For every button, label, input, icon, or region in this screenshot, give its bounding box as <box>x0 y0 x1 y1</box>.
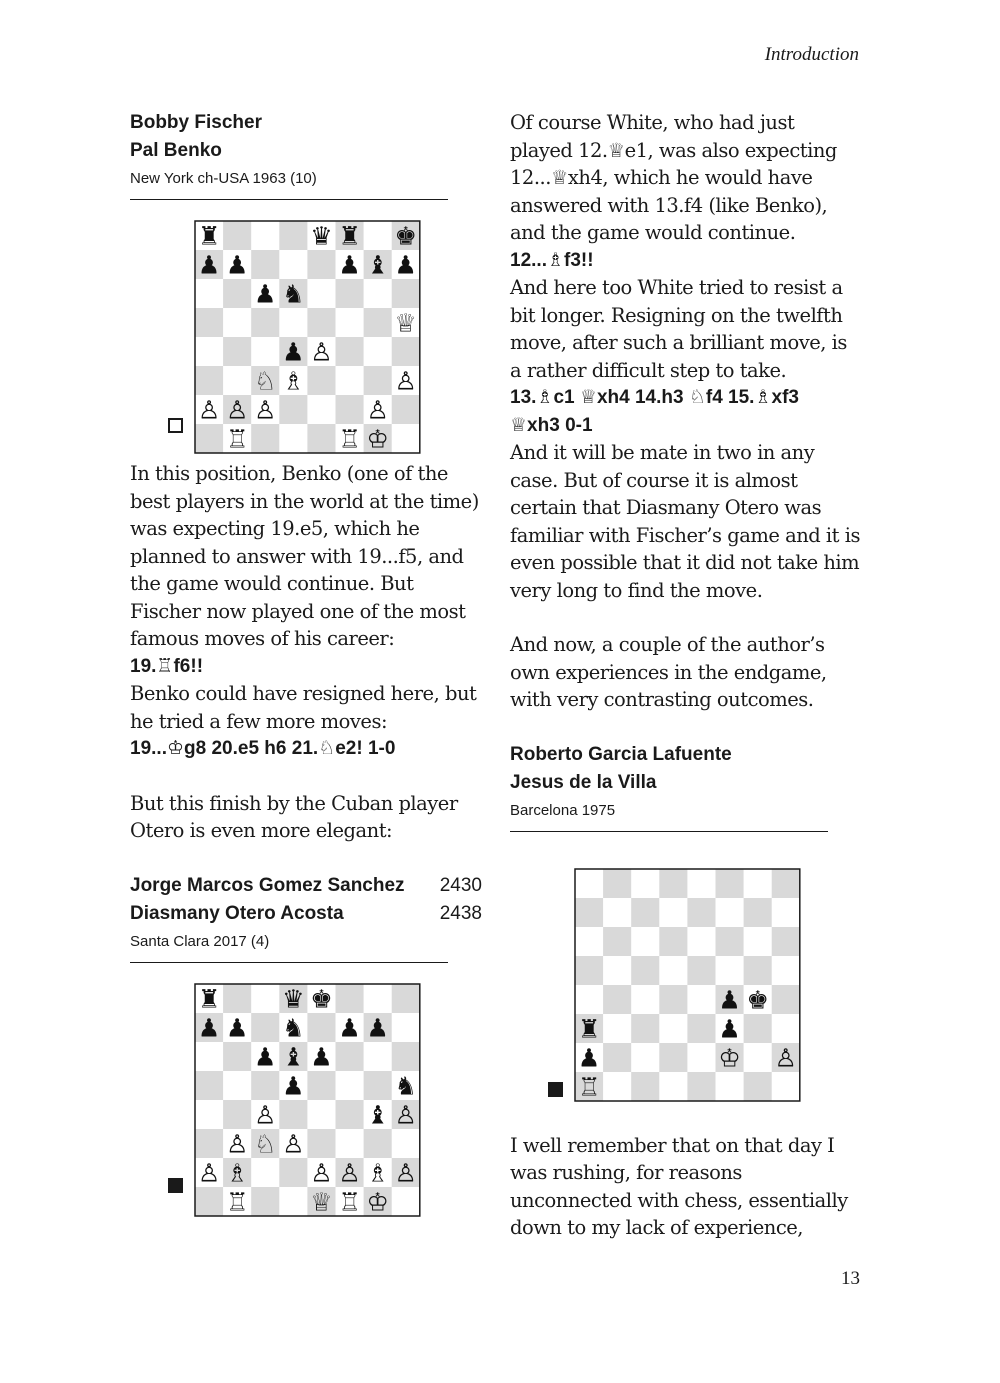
white-pawn-icon: ♙ <box>394 1100 417 1129</box>
board-square <box>307 250 335 279</box>
right-move-2-d: f4 15. <box>705 387 755 408</box>
game2-turn-marker <box>168 1178 183 1193</box>
game2-white-elo: 2430 <box>439 874 482 896</box>
white-rook-icon: ♖ <box>338 424 361 454</box>
board-square <box>307 395 335 424</box>
board-square <box>223 984 251 1013</box>
board-square <box>687 927 715 956</box>
game3-board <box>574 868 803 1103</box>
game3-black-player: Jesus de la Villa <box>510 771 657 793</box>
board-square <box>603 898 631 927</box>
knight-icon: ♘ <box>688 386 706 408</box>
black-knight-icon: ♞ <box>394 1071 417 1100</box>
board-square <box>603 985 631 1014</box>
board-square <box>223 1071 251 1100</box>
board-square <box>195 279 223 308</box>
white-pawn-icon: ♙ <box>310 1158 333 1187</box>
board-square <box>307 424 335 453</box>
white-king-icon: ♔ <box>718 1043 741 1072</box>
board-square <box>659 869 687 898</box>
board-square <box>716 898 744 927</box>
board-square <box>195 1129 223 1158</box>
board-square <box>687 898 715 927</box>
bishop-icon: ♗ <box>754 386 772 408</box>
black-queen-icon: ♛ <box>310 221 333 251</box>
board-square <box>307 1129 335 1158</box>
board-square <box>251 221 279 250</box>
right-move-2-e: xf3 <box>771 387 799 408</box>
game2-black-player: Diasmany Otero Acosta <box>130 902 344 924</box>
board-square <box>251 1013 279 1042</box>
board-square <box>336 1100 364 1129</box>
board-square <box>659 956 687 985</box>
black-knight-icon: ♞ <box>282 279 305 309</box>
board-square <box>744 956 772 985</box>
board-square <box>364 279 392 308</box>
board-square <box>687 1014 715 1043</box>
board-square <box>631 956 659 985</box>
board-square <box>772 956 800 985</box>
board-square <box>687 869 715 898</box>
right-paragraph-1-a: Of course White, who had just played 12. <box>510 111 795 162</box>
board-square <box>195 1071 223 1100</box>
white-pawn-icon: ♙ <box>254 395 277 425</box>
board-square <box>223 308 251 337</box>
left-paragraph-2: Benko could have resigned here, but he tried a few more moves: <box>130 682 477 733</box>
board-square <box>716 1072 744 1101</box>
white-king-icon: ♔ <box>366 424 389 454</box>
game3-white-player: Roberto Garcia Lafuente <box>510 743 732 765</box>
black-pawn-icon: ♟ <box>225 250 249 280</box>
game3-turn-marker <box>548 1082 563 1097</box>
board-square <box>603 927 631 956</box>
black-pawn-icon: ♟ <box>282 337 305 367</box>
board-square <box>195 1187 223 1216</box>
game1-header <box>130 109 482 165</box>
board-square <box>687 1043 715 1072</box>
board-square <box>744 1014 772 1043</box>
board-square <box>251 308 279 337</box>
white-bishop-icon: ♗ <box>225 1158 249 1187</box>
right-paragraph-5: I well remember that on that day I was rushing, for reasons unconnected with chess, essentially down to my lack of experience, <box>510 1133 848 1239</box>
board-square <box>716 956 744 985</box>
board-square <box>744 1043 772 1072</box>
white-pawn-icon: ♙ <box>254 1100 277 1129</box>
board-square <box>716 869 744 898</box>
board-square <box>195 1100 223 1129</box>
black-pawn-icon: ♟ <box>254 279 277 309</box>
game1-event: New York ch-USA 1963 (10) <box>130 170 317 187</box>
game1-white-player: Bobby Fischer <box>130 112 262 133</box>
right-move-2 <box>510 384 862 439</box>
game2-diagram <box>130 963 482 1223</box>
board-square <box>251 337 279 366</box>
right-move-2-b: c1 <box>553 387 580 408</box>
board-square <box>392 424 420 453</box>
board-square <box>575 927 603 956</box>
white-bishop-icon: ♗ <box>366 1158 389 1187</box>
game2-white-player: Jorge Marcos Gomez Sanchez <box>130 874 405 896</box>
board-square <box>364 308 392 337</box>
board-square <box>336 395 364 424</box>
board-square <box>251 250 279 279</box>
white-pawn-icon: ♙ <box>394 1158 417 1187</box>
bishop-icon: ♗ <box>546 248 565 271</box>
board-square <box>603 956 631 985</box>
board-square <box>251 984 279 1013</box>
board-square <box>279 424 307 453</box>
board-square <box>307 308 335 337</box>
board-square <box>631 898 659 927</box>
board-square <box>716 927 744 956</box>
left-move-2-b: g8 20.e5 h6 21. <box>184 738 319 759</box>
white-pawn-icon: ♙ <box>197 1158 221 1187</box>
board-square <box>603 1014 631 1043</box>
board-square <box>603 1043 631 1072</box>
game2-header <box>130 872 482 928</box>
right-move-2-f: xh3 0-1 <box>527 414 593 436</box>
board-square <box>575 869 603 898</box>
white-pawn-icon: ♙ <box>282 1129 305 1158</box>
white-rook-icon: ♖ <box>577 1072 601 1101</box>
board-square <box>659 985 687 1014</box>
board-square <box>279 308 307 337</box>
white-knight-icon: ♘ <box>254 366 277 396</box>
board-square <box>336 366 364 395</box>
right-paragraph-2: And here too White tried to resist a bit longer. Resigning on the twelfth move, after such a brilliant move, is a rather difficult step to take. <box>510 276 847 382</box>
black-pawn-icon: ♟ <box>310 1042 333 1071</box>
king-icon: ♔ <box>166 737 185 759</box>
board-square <box>195 1042 223 1071</box>
board-square <box>251 424 279 453</box>
white-rook-icon: ♖ <box>338 1187 361 1216</box>
board-square <box>195 308 223 337</box>
left-move-2-c: e2! 1-0 <box>335 738 396 759</box>
board-square <box>631 869 659 898</box>
page-number: 13 <box>841 1268 860 1289</box>
queen-icon: ♕ <box>550 166 568 189</box>
board-square <box>659 898 687 927</box>
board-square <box>223 366 251 395</box>
board-square <box>364 366 392 395</box>
board-square <box>631 1014 659 1043</box>
white-queen-icon: ♕ <box>310 1187 333 1216</box>
bishop-icon: ♗ <box>536 386 554 408</box>
game3-header <box>510 741 862 797</box>
board-square <box>279 1187 307 1216</box>
board-square <box>307 1013 335 1042</box>
board-square <box>631 1043 659 1072</box>
board-square <box>687 985 715 1014</box>
black-pawn-icon: ♟ <box>366 1013 389 1042</box>
board-square <box>659 1014 687 1043</box>
board-square <box>336 984 364 1013</box>
left-column <box>130 109 482 1223</box>
white-pawn-icon: ♙ <box>338 1158 361 1187</box>
rook-icon: ♖ <box>156 654 174 677</box>
black-rook-icon: ♜ <box>338 221 361 251</box>
black-pawn-icon: ♟ <box>338 1013 361 1042</box>
white-pawn-icon: ♙ <box>774 1043 797 1072</box>
right-move-1 <box>510 247 862 275</box>
game2-white-row <box>130 872 482 900</box>
game2-board <box>194 983 423 1218</box>
white-pawn-icon: ♙ <box>394 366 417 396</box>
game1-black-player: Pal Benko <box>130 140 222 161</box>
left-paragraph-1: In this position, Benko (one of the best players in the world at the time) was expecting 19.e5, which he planned to answer with 19...f5, and the game would continue. But Fischer now played one of the most famous moves of his career: <box>130 462 479 650</box>
board-square <box>392 337 420 366</box>
right-paragraph-3: And it will be mate in two in any case. But of course it is almost certain that Diasmany Otero was familiar with Fischer’s game and it is even possible that it did not take him very long to find the move. <box>510 441 860 602</box>
queen-icon: ♕ <box>510 413 528 436</box>
black-pawn-icon: ♟ <box>338 250 361 280</box>
board-square <box>687 1072 715 1101</box>
board-square <box>744 898 772 927</box>
board-square <box>364 1129 392 1158</box>
black-pawn-icon: ♟ <box>225 1013 249 1042</box>
board-square <box>336 279 364 308</box>
board-square <box>744 927 772 956</box>
black-rook-icon: ♜ <box>197 221 221 251</box>
black-pawn-icon: ♟ <box>718 1014 741 1043</box>
board-square <box>772 898 800 927</box>
left-move-2-a: 19... <box>130 738 167 759</box>
black-king-icon: ♚ <box>746 985 769 1014</box>
game2-black-elo: 2438 <box>439 902 482 924</box>
board-square <box>392 1042 420 1071</box>
board-square <box>336 308 364 337</box>
white-queen-icon: ♕ <box>394 308 417 338</box>
black-queen-icon: ♛ <box>282 984 305 1013</box>
board-square <box>603 869 631 898</box>
board-square <box>195 424 223 453</box>
board-square <box>364 337 392 366</box>
right-paragraph-1 <box>510 109 862 247</box>
board-square <box>279 221 307 250</box>
board-square <box>364 1042 392 1071</box>
board-square <box>364 221 392 250</box>
board-square <box>631 927 659 956</box>
black-pawn-icon: ♟ <box>197 250 221 280</box>
black-king-icon: ♚ <box>394 221 417 251</box>
game3-event: Barcelona 1975 <box>510 801 616 819</box>
board-square <box>195 337 223 366</box>
white-bishop-icon: ♗ <box>282 366 305 396</box>
board-square <box>659 1043 687 1072</box>
white-rook-icon: ♖ <box>225 1187 249 1216</box>
right-paragraph-4: And now, a couple of the author’s own experiences in the endgame, with very contrasting outcomes. <box>510 633 827 711</box>
white-knight-icon: ♘ <box>254 1129 277 1158</box>
white-rook-icon: ♖ <box>225 424 249 454</box>
black-pawn-icon: ♟ <box>197 1013 221 1042</box>
board-square <box>659 927 687 956</box>
queen-icon: ♕ <box>579 386 597 408</box>
right-move-2-a: 13. <box>510 387 537 408</box>
left-paragraph-3: But this finish by the Cuban player Otero is even more elegant: <box>130 791 458 842</box>
board-square <box>279 1158 307 1187</box>
board-square <box>336 1042 364 1071</box>
board-square <box>279 395 307 424</box>
board-square <box>392 1129 420 1158</box>
black-rook-icon: ♜ <box>197 984 221 1013</box>
board-square <box>223 337 251 366</box>
board-square <box>772 869 800 898</box>
board-square <box>251 1187 279 1216</box>
black-bishop-icon: ♝ <box>282 1042 305 1071</box>
white-pawn-icon: ♙ <box>366 395 389 425</box>
game2-black-row <box>130 900 482 928</box>
board-square <box>307 1100 335 1129</box>
board-square <box>364 984 392 1013</box>
board-square <box>744 1072 772 1101</box>
white-pawn-icon: ♙ <box>225 1129 249 1158</box>
game2-event: Santa Clara 2017 (4) <box>130 932 270 950</box>
black-pawn-icon: ♟ <box>254 1042 277 1071</box>
board-square <box>251 1158 279 1187</box>
board-square <box>195 366 223 395</box>
left-move-1 <box>130 653 482 681</box>
right-move-1-prefix: 12... <box>510 249 547 271</box>
board-square <box>772 985 800 1014</box>
board-square <box>279 1100 307 1129</box>
board-square <box>603 1072 631 1101</box>
game1-diagram <box>130 200 482 460</box>
board-square <box>279 250 307 279</box>
board-square <box>631 985 659 1014</box>
board-square <box>744 869 772 898</box>
board-square <box>307 279 335 308</box>
board-square <box>307 366 335 395</box>
board-square <box>392 984 420 1013</box>
right-move-2-c: xh4 14.h3 <box>596 387 689 408</box>
board-square <box>772 1072 800 1101</box>
board-square <box>392 279 420 308</box>
left-move-1-suffix: f6!! <box>173 655 204 677</box>
game3-diagram <box>510 832 862 1132</box>
board-square <box>772 1014 800 1043</box>
black-pawn-icon: ♟ <box>577 1043 601 1072</box>
board-square <box>336 1129 364 1158</box>
game1-turn-marker <box>168 418 183 433</box>
left-move-2 <box>130 735 482 763</box>
board-square <box>223 221 251 250</box>
black-bishop-icon: ♝ <box>366 1100 389 1129</box>
board-square <box>392 1013 420 1042</box>
white-pawn-icon: ♙ <box>225 395 249 425</box>
board-square <box>251 1071 279 1100</box>
knight-icon: ♘ <box>318 737 336 759</box>
black-rook-icon: ♜ <box>577 1014 601 1043</box>
board-square <box>223 1042 251 1071</box>
white-pawn-icon: ♙ <box>197 395 221 425</box>
game1-board <box>194 220 423 455</box>
right-paragraph-1-b: e1, was also expecting 12... <box>510 138 837 189</box>
black-pawn-icon: ♟ <box>282 1071 305 1100</box>
board-square <box>392 1187 420 1216</box>
black-bishop-icon: ♝ <box>366 250 389 280</box>
board-square <box>687 956 715 985</box>
black-pawn-icon: ♟ <box>394 250 417 280</box>
board-square <box>223 1100 251 1129</box>
board-square <box>575 956 603 985</box>
board-square <box>392 395 420 424</box>
black-knight-icon: ♞ <box>282 1013 305 1042</box>
board-square <box>772 927 800 956</box>
white-pawn-icon: ♙ <box>310 337 333 367</box>
right-column <box>510 109 862 1242</box>
right-paragraph-1-c: xh4, which he would have answered with 13.f4 (like Benko), and the game would continue. <box>510 166 828 244</box>
black-king-icon: ♚ <box>310 984 333 1013</box>
board-square <box>336 1071 364 1100</box>
black-pawn-icon: ♟ <box>718 985 741 1014</box>
board-square <box>307 1071 335 1100</box>
board-square <box>575 898 603 927</box>
running-head: Introduction <box>764 44 859 65</box>
board-square <box>223 279 251 308</box>
queen-icon: ♕ <box>607 138 625 162</box>
right-move-1-suffix: f3!! <box>564 249 594 271</box>
board-square <box>631 1072 659 1101</box>
board-square <box>659 1072 687 1101</box>
left-move-1-prefix: 19. <box>130 655 157 677</box>
board-square <box>575 985 603 1014</box>
white-king-icon: ♔ <box>366 1187 389 1216</box>
board-square <box>364 1071 392 1100</box>
board-square <box>336 337 364 366</box>
